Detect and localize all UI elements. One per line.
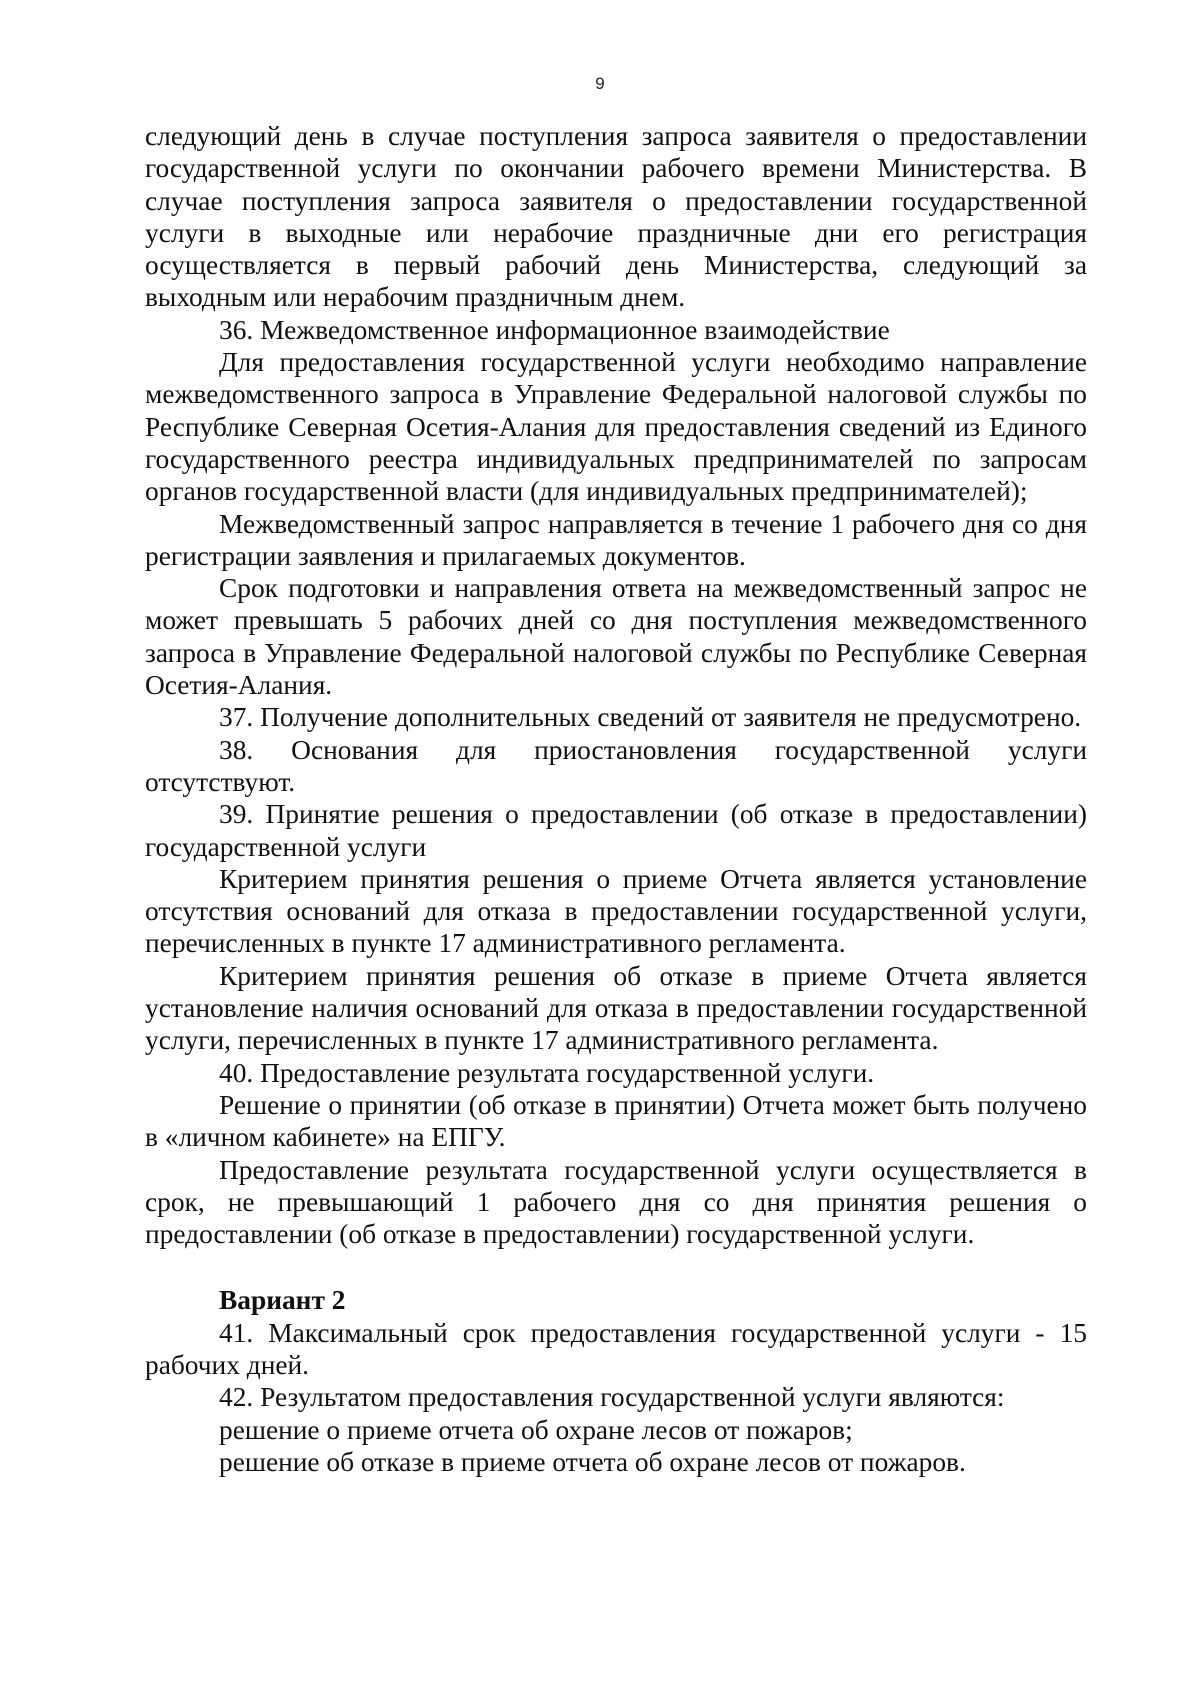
section-heading: Вариант 2	[219, 1285, 346, 1316]
paragraph: Критерием принятия решения об отказе в приеме Отчета является установление наличия оснований для отказа в предоставлении государственной услуги, перечисленных в пункте 17 административного регламента.	[145, 960, 1087, 1056]
paragraph-item-42: 42. Результатом предоставления государственной услуги являются:	[219, 1382, 1005, 1413]
paragraph: Предоставление результата государственной услуги осуществляется в срок, не превышающий 1 рабочего дня со дня принятия решения о предоставлении (об отказе в предоставлении) государственной услуги.	[145, 1154, 1087, 1250]
paragraph: Решение о принятии (об отказе в принятии) Отчета может быть получено в «личном кабинете» на ЕПГУ.	[145, 1089, 1087, 1153]
paragraph-item-36-title: 36. Межведомственное информационное взаимодействие	[219, 314, 890, 345]
list-item: решение о приеме отчета об охране лесов от пожаров;	[219, 1414, 853, 1445]
document-body	[145, 120, 1087, 1478]
paragraph: Срок подготовки и направления ответа на межведомственный запрос не может превышать 5 рабочих дней со дня поступления межведомственного запроса в Управление Федеральной налоговой службы по Республике Северная Осетия-Алания.	[145, 573, 1087, 701]
paragraph: Для предоставления государственной услуги необходимо направление межведомственного запроса в Управление Федеральной налоговой службы по Республике Северная Осетия-Алания для предоставления сведений из Единого государственного реестра индивидуальных предпринимателей по запросам органов государственной власти (для индивидуальных предпринимателей);	[145, 347, 1087, 507]
paragraph-item-40-title: 40. Предоставление результата государственной услуги.	[219, 1057, 875, 1088]
paragraph-continuation: следующий день в случае поступления запроса заявителя о предоставлении государственной услуги по окончании рабочего времени Министерства. В случае поступления запроса заявителя о предоставлении государственной услуги в выходные или нерабочие праздничные дни его регистрация осуществляется в первый рабочий день Министерства, следующий за выходным или нерабочим праздничным днем.	[145, 121, 1087, 313]
page-number: 9	[595, 74, 605, 93]
paragraph-item-38: 38. Основания для приостановления государственной услуги отсутствуют.	[145, 734, 1087, 797]
paragraph-item-41: 41. Максимальный срок предоставления государственной услуги - 15 рабочих дней.	[145, 1317, 1087, 1380]
paragraph: Критерием принятия решения о приеме Отчета является установление отсутствия оснований для отказа в предоставлении государственной услуги, перечисленных в пункте 17 административного регламента.	[145, 863, 1087, 959]
paragraph: Межведомственный запрос направляется в течение 1 рабочего дня со дня регистрации заявления и прилагаемых документов.	[145, 508, 1087, 571]
paragraph-item-37: 37. Получение дополнительных сведений от заявителя не предусмотрено.	[219, 702, 1082, 733]
list-item: решение об отказе в приеме отчета об охране лесов от пожаров.	[219, 1446, 966, 1477]
paragraph-item-39-title: 39. Принятие решения о предоставлении (об отказе в предоставлении) государственной услуги	[145, 799, 1087, 862]
